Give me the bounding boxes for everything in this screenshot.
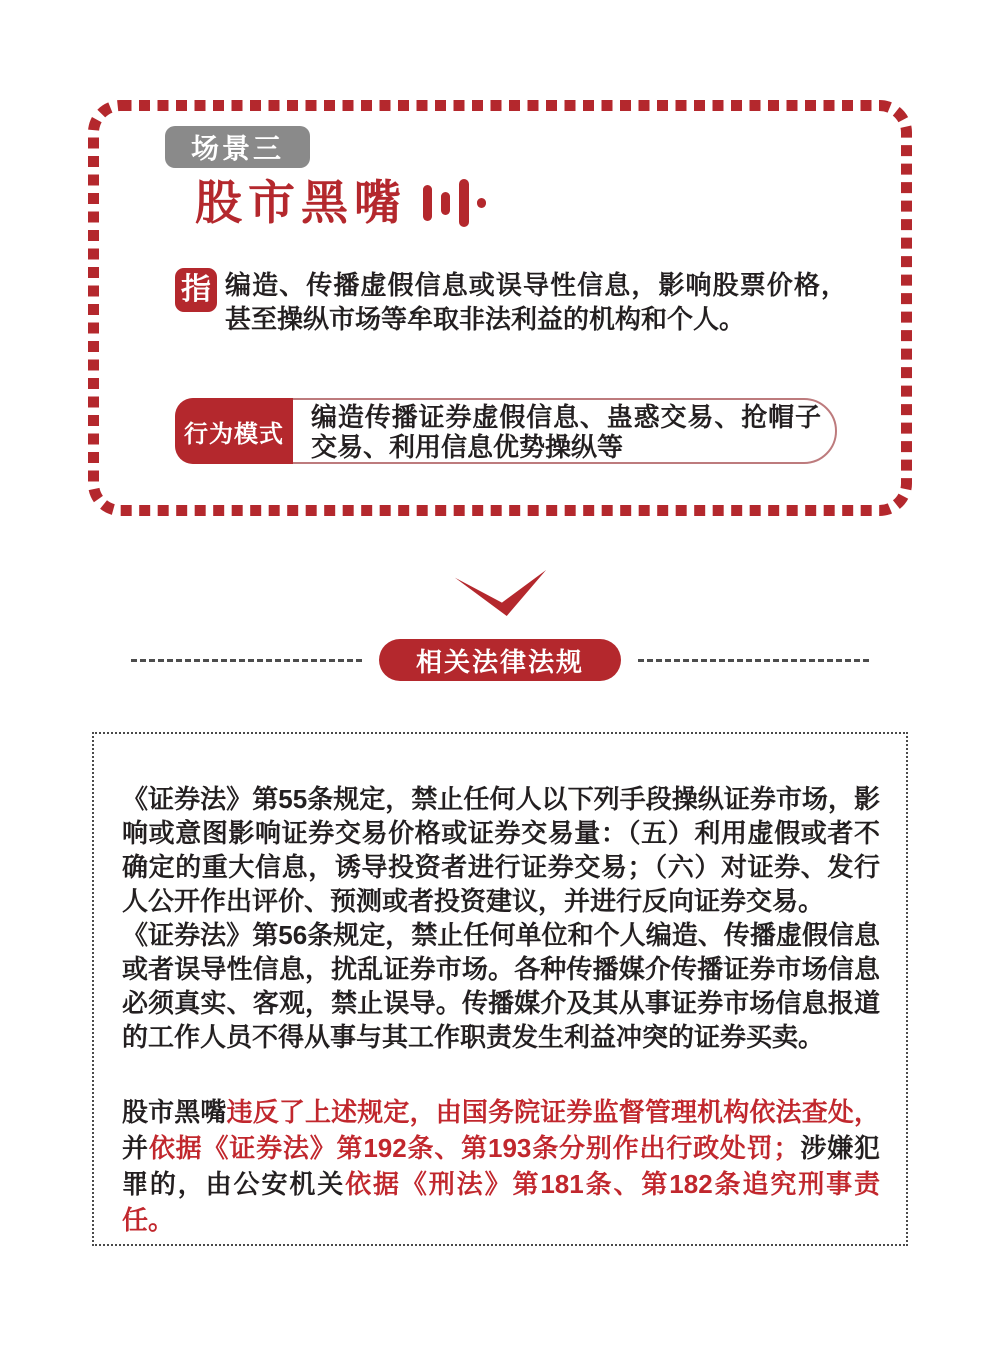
- page-title: 股市黑嘴: [195, 176, 407, 229]
- penalty-segment: 依据《证券法》第192条、第193条分别作出行政处罚；: [148, 1133, 800, 1163]
- definition-marker-text: 指: [181, 273, 211, 306]
- chevron-down-icon: [452, 568, 548, 618]
- penalty-paragraph: [122, 1094, 880, 1238]
- legal-box: [92, 732, 908, 1246]
- article-55-paragraph: 《证券法》第55条规定，禁止任何人以下列手段操纵证券市场，影响或意图影响证券交易价格或证券交易量：（五）利用虚假或者不确定的重大信息，诱导投资者进行证券交易；（六）对证券、发行人公开作出评价、预测或者投资建议，并进行反向证券交易。: [122, 784, 880, 916]
- behavior-mode-text: [293, 400, 835, 462]
- section-divider: [0, 639, 1000, 681]
- penalty-segment: 依据《刑法》第181条、第182条追究刑事责任。: [122, 1169, 880, 1235]
- divider-line-left: [131, 659, 362, 662]
- behavior-mode-label: [175, 398, 293, 464]
- behavior-pill: [175, 398, 837, 464]
- scenario-label: [165, 126, 310, 168]
- definition-text: 编造、传播虚假信息或误导性信息，影响股票价格，甚至操纵市场等牟取非法利益的机构和个人。: [225, 270, 847, 334]
- penalty-segment: 涉嫌犯罪的，由公安机关: [122, 1133, 880, 1199]
- definition-marker-badge: [175, 268, 217, 312]
- sound-wave-icon: [423, 178, 486, 228]
- scenario-label-text: 场景三: [191, 133, 285, 164]
- penalty-segment: 并: [122, 1133, 149, 1163]
- title-row: [195, 176, 486, 230]
- behavior-mode-text-content: 编造传播证券虚假信息、蛊惑交易、抢帽子交易、利用信息优势操纵等: [311, 401, 821, 462]
- divider-line-right: [638, 659, 869, 662]
- article-56-paragraph: 《证券法》第56条规定，禁止任何单位和个人编造、传播虚假信息或者误导性信息，扰乱证券市场。各种传播媒介传播证券市场信息必须真实、客观，禁止误导。传播媒介及其从事证券市场信息报道的工作人员不得从事与其工作职责发生利益冲突的证券买卖。: [122, 920, 880, 1052]
- behavior-mode-label-text: 行为模式: [184, 420, 284, 448]
- scenario-card: [88, 100, 912, 516]
- related-laws-badge-text: 相关法律法规: [415, 646, 584, 677]
- definition-block: [175, 268, 847, 336]
- related-laws-badge: [379, 639, 621, 681]
- penalty-segment: 违反了上述规定，由国务院证券监督管理机构依法查处，: [226, 1097, 880, 1127]
- penalty-segment: 股市黑嘴: [122, 1097, 227, 1127]
